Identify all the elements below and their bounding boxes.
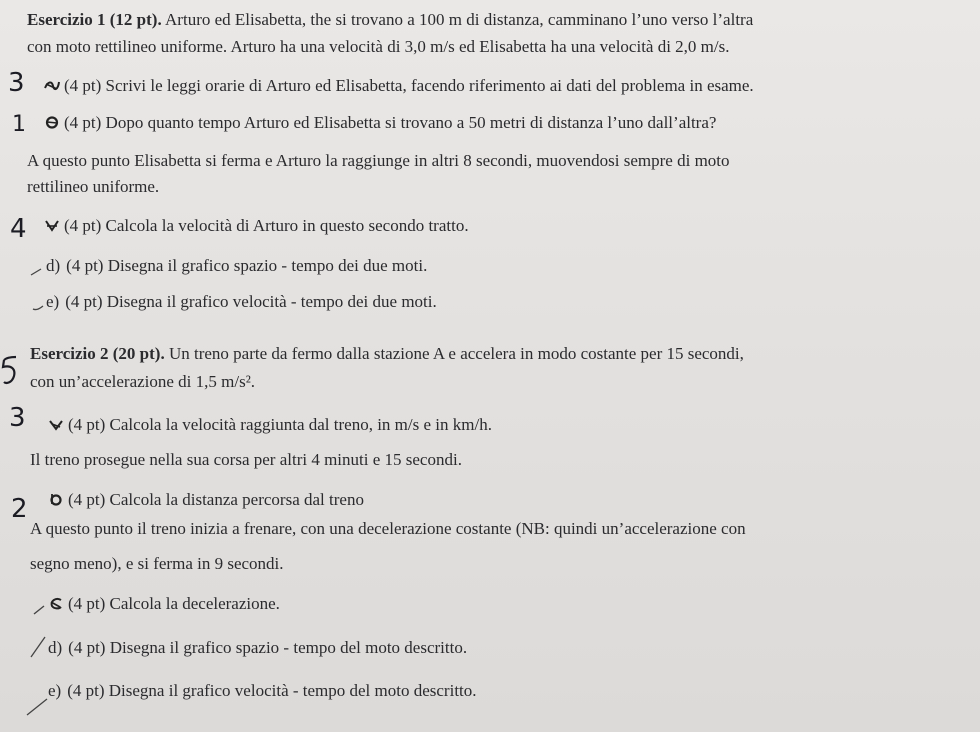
ex2-mid-text-1: Il treno prosegue nella sua corsa per altri 4 minuti e 15 secondi. [30, 450, 462, 469]
check-tick-icon [32, 303, 44, 311]
ex2-item-d-text: (4 pt) Disegna il grafico spazio - tempo del moto descritto. [68, 638, 468, 657]
ex1-item-e-text: (4 pt) Disegna il grafico velocità - tempo dei due moti. [65, 292, 437, 311]
ex2-item-c-text: (4 pt) Calcola la decelerazione. [68, 594, 280, 613]
ex1-item-d-text: (4 pt) Disegna il grafico spazio - tempo dei due moti. [66, 256, 428, 275]
scribble-icon [48, 493, 64, 506]
ex2-intro-text-2: con un’accelerazione di 1,5 m/s². [30, 372, 256, 391]
ex2-item-e-text: (4 pt) Disegna il grafico velocità - tempo del moto descritto. [67, 681, 477, 700]
ex1-item-b-text: (4 pt) Dopo quanto tempo Arturo ed Elisabetta si trovano a 50 metri di distanza l’uno dall’altra? [64, 113, 717, 132]
ex1-item-e-label: e) [46, 292, 60, 311]
ex2-intro-line-1 [30, 344, 744, 364]
ex2-item-a [48, 415, 492, 435]
ex1-intro-text-2: con moto rettilineo uniforme. Arturo ha una velocità di 3,0 m/s ed Elisabetta ha una velocità di 2,0 m/s. [27, 37, 730, 56]
ex1-item-a [44, 76, 754, 96]
ex2-intro-text-1: Un treno parte da fermo dalla stazione A e accelera in modo costante per 15 secondi, [168, 344, 744, 363]
ex2-item-b-text: (4 pt) Calcola la distanza percorsa dal treno [68, 490, 364, 509]
ex2-item-d [48, 638, 467, 658]
mark-ex2-a: 3 [9, 403, 26, 433]
scribble-icon [44, 116, 60, 129]
check-tick-icon [30, 636, 46, 658]
ex2-mid-text-2: A questo punto il treno inizia a frenare, con una decelerazione costante (NB: quindi un’accelerazione con [30, 519, 746, 538]
ex1-item-c [44, 216, 469, 236]
ex2-item-a-text: (4 pt) Calcola la velocità raggiunta dal treno, in m/s e in km/h. [68, 415, 492, 434]
ex2-item-d-label: d) [48, 638, 63, 657]
mark-ex2-total-icon [0, 354, 22, 390]
ex1-item-c-text: (4 pt) Calcola la velocità di Arturo in questo secondo tratto. [64, 216, 469, 235]
ex1-item-d [46, 256, 427, 276]
scribble-icon [48, 597, 64, 610]
check-tick-icon [30, 268, 42, 276]
ex2-item-b [48, 490, 364, 510]
ex1-item-d-label: d) [46, 256, 61, 275]
ex1-mid-text-1: A questo punto Elisabetta si ferma e Arturo la raggiunge in altri 8 secondi, muovendosi sempre di moto [27, 151, 730, 170]
ex2-item-e [48, 681, 477, 701]
mark-ex1-b: 1 [12, 112, 26, 137]
check-tick-icon [26, 698, 48, 716]
ex2-title: Esercizio 2 (20 pt). [30, 344, 165, 363]
scribble-icon [44, 79, 60, 92]
mark-ex1-a: 3 [8, 68, 25, 98]
scribble-icon [44, 219, 60, 232]
ex1-mid-text-2: rettilineo uniforme. [27, 177, 160, 196]
ex2-item-c [48, 594, 280, 614]
mark-ex1-c: 4 [10, 214, 27, 244]
ex1-intro-text-1: Arturo ed Elisabetta, the si trovano a 100 m di distanza, camminano l’uno verso l’altra [165, 10, 754, 29]
check-tick-icon [33, 605, 45, 615]
ex2-item-e-label: e) [48, 681, 62, 700]
ex1-item-e [46, 292, 437, 312]
ex2-mid-text-3: segno meno), e si ferma in 9 secondi. [30, 554, 284, 573]
ex1-intro-line-1 [27, 10, 753, 30]
ex1-item-b [44, 113, 716, 133]
mark-ex2-b: 2 [11, 494, 28, 524]
scribble-icon [48, 418, 64, 431]
ex1-title: Esercizio 1 (12 pt). [27, 10, 162, 29]
ex1-item-a-text: (4 pt) Scrivi le leggi orarie di Arturo ed Elisabetta, facendo riferimento ai dati del problema in esame. [64, 76, 754, 95]
